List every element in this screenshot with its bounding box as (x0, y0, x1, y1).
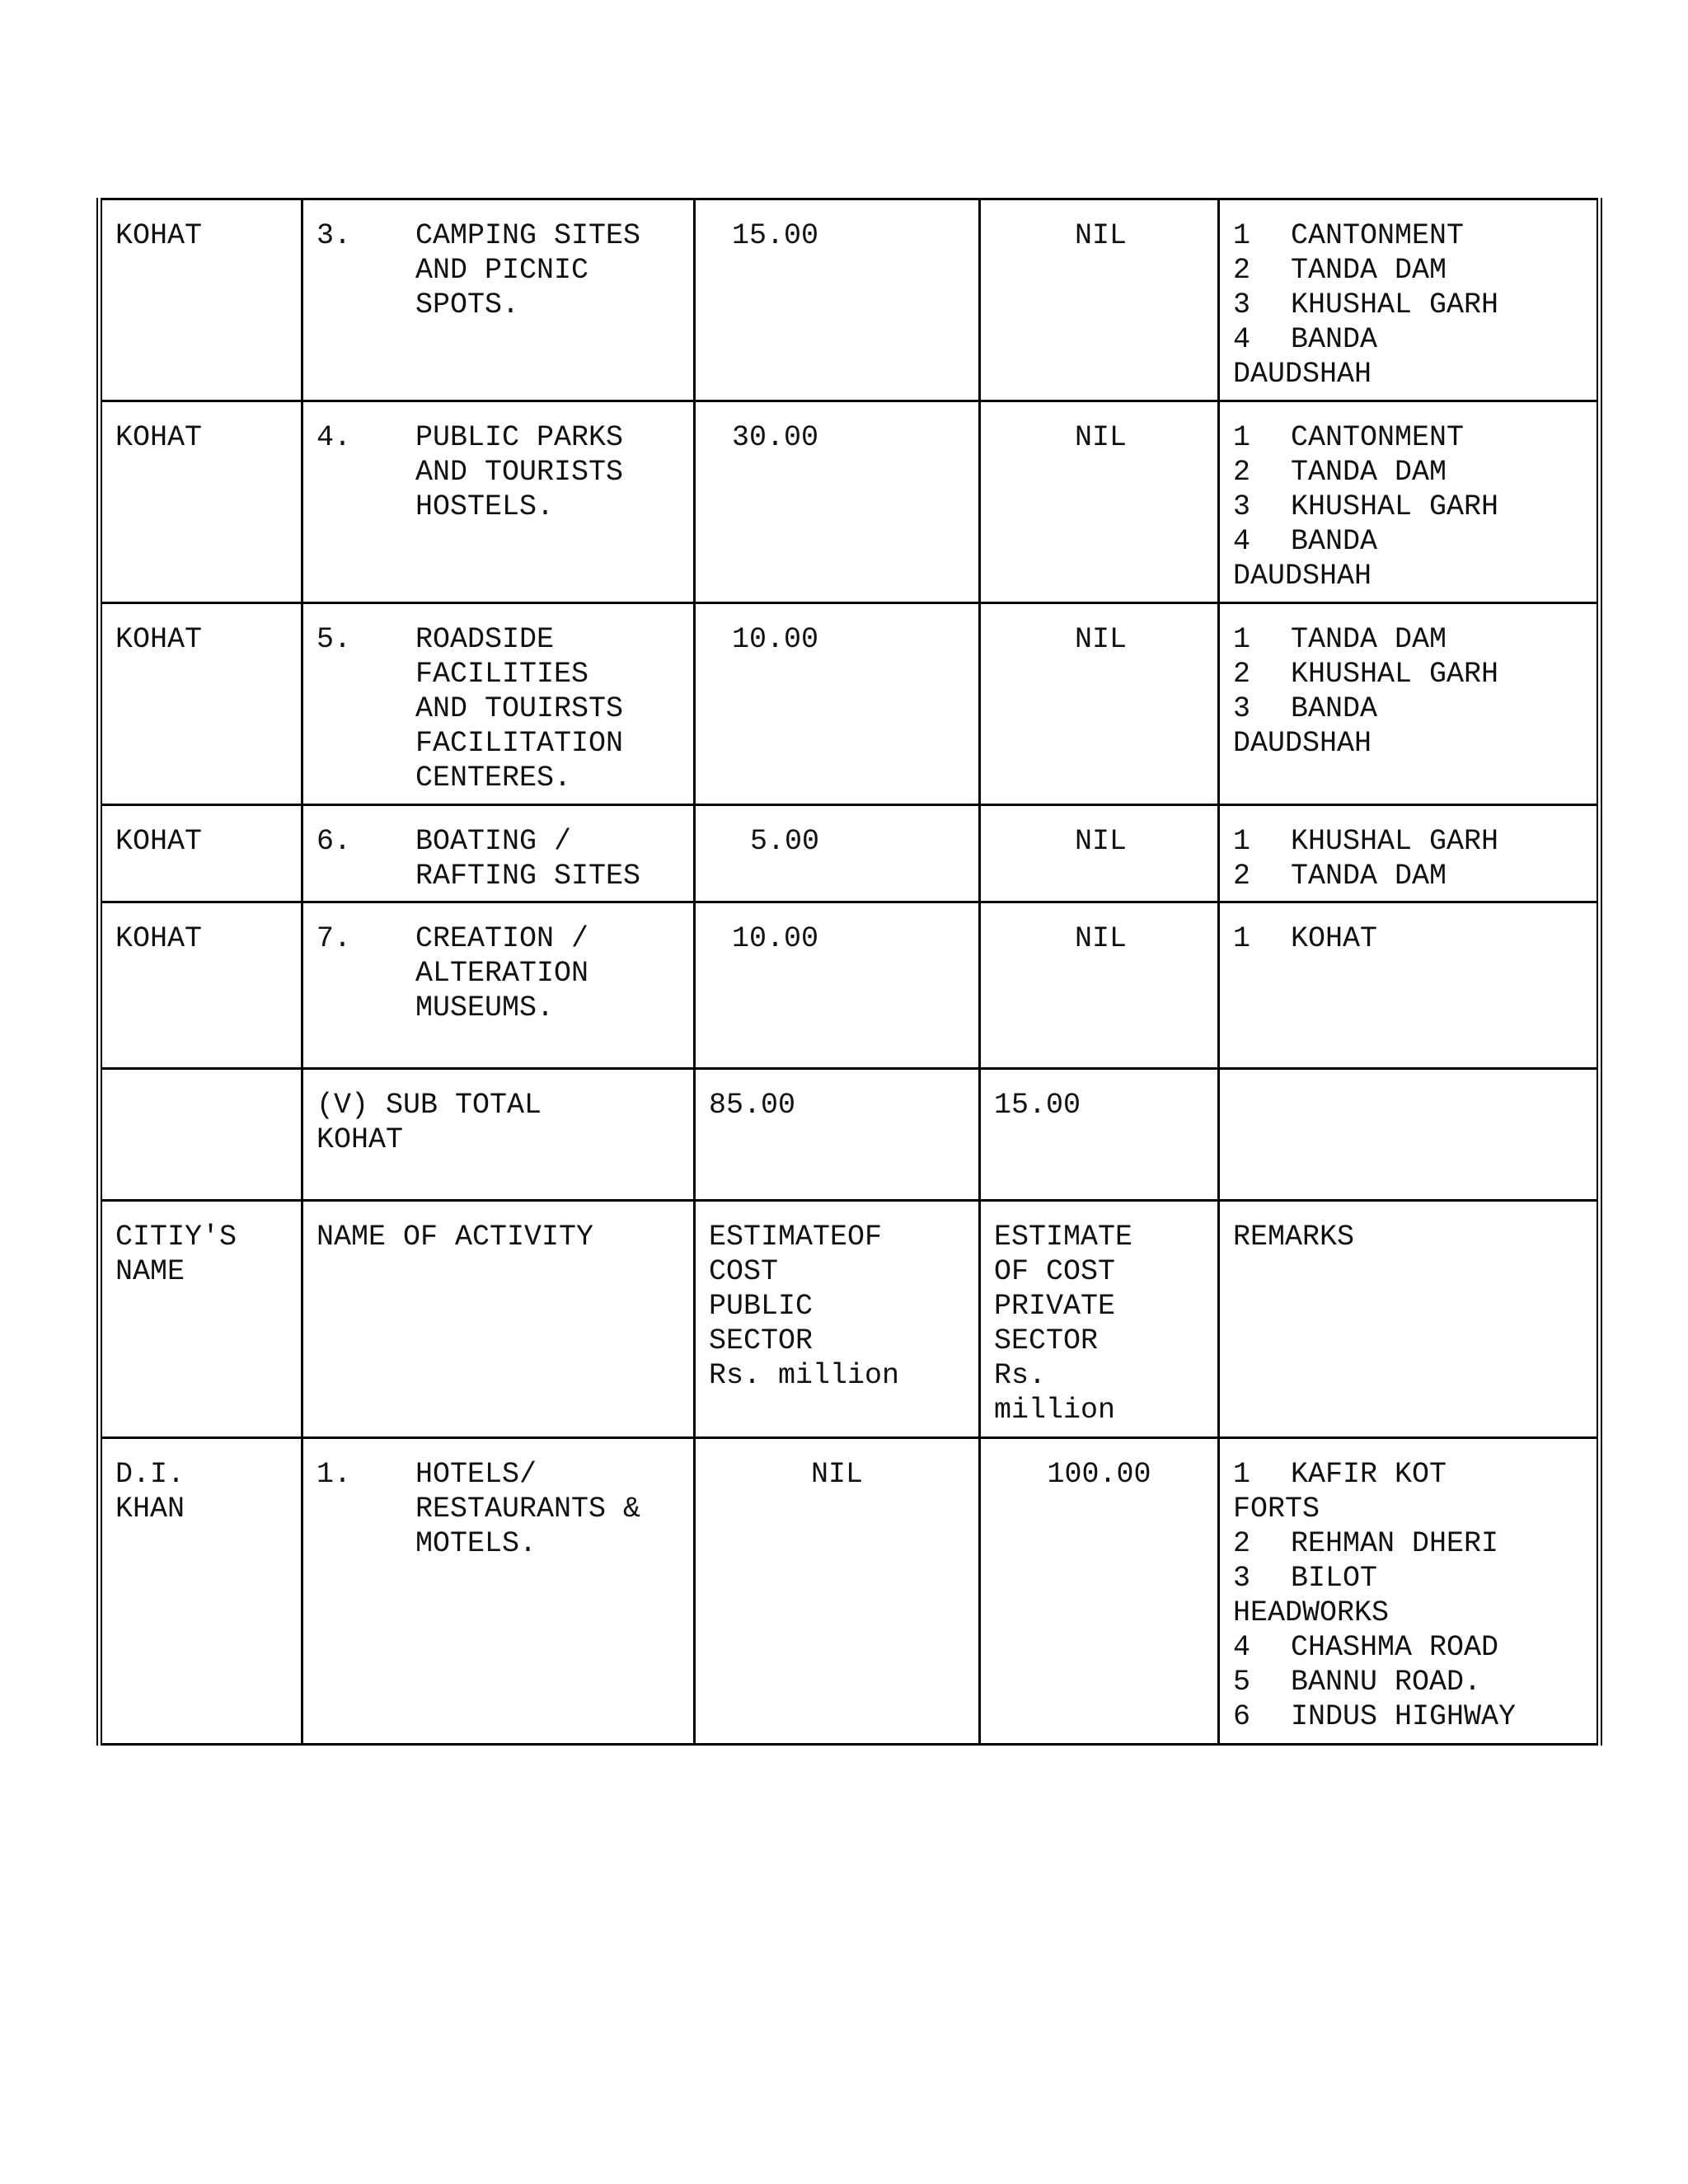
activity-cell: 4. PUBLIC PARKS AND TOURISTS HOSTELS. (302, 401, 695, 603)
public-cost-cell: NIL (695, 1438, 980, 1745)
table-row (100, 1438, 1600, 1745)
city-cell: KOHAT (100, 603, 302, 805)
activity-cell: 3. CAMPING SITES AND PICNIC SPOTS. (302, 199, 695, 401)
city-cell: KOHAT (100, 805, 302, 902)
public-cost-cell: 30.00 (695, 401, 980, 603)
public-cost-cell: 10.00 (695, 603, 980, 805)
table-row (100, 199, 1600, 401)
header-public-cost: ESTIMATEOF COST PUBLIC SECTOR Rs. million (695, 1201, 980, 1438)
remarks-cell: 1 KOHAT (1219, 902, 1600, 1069)
private-cost-cell: NIL (980, 805, 1219, 902)
public-cost-cell: 10.00 (695, 902, 980, 1069)
header-private-cost: ESTIMATE OF COST PRIVATE SECTOR Rs. million (980, 1201, 1219, 1438)
private-cost-cell: NIL (980, 902, 1219, 1069)
table-row (100, 401, 1600, 603)
public-cost-cell: 5.00 (695, 805, 980, 902)
header-row (100, 1201, 1600, 1438)
subtotal-private: 15.00 (980, 1069, 1219, 1201)
private-cost-cell: 100.00 (980, 1438, 1219, 1745)
activity-cell: 6. BOATING / RAFTING SITES (302, 805, 695, 902)
city-cell: KOHAT (100, 401, 302, 603)
public-cost-cell: 15.00 (695, 199, 980, 401)
subtotal-label: (V) SUB TOTAL KOHAT (302, 1069, 695, 1201)
activity-cell: 1. HOTELS/ RESTAURANTS & MOTELS. (302, 1438, 695, 1745)
remarks-cell: 1 TANDA DAM 2 KHUSHAL GARH 3 BANDA DAUDSHAH (1219, 603, 1600, 805)
tourism-cost-table (96, 198, 1602, 1746)
private-cost-cell: NIL (980, 603, 1219, 805)
city-cell (100, 1069, 302, 1201)
city-cell: KOHAT (100, 902, 302, 1069)
remarks-cell: 1 KHUSHAL GARH 2 TANDA DAM (1219, 805, 1600, 902)
subtotal-row (100, 1069, 1600, 1201)
remarks-cell (1219, 1069, 1600, 1201)
remarks-cell: 1 CANTONMENT 2 TANDA DAM 3 KHUSHAL GARH 4 BANDA DAUDSHAH (1219, 199, 1600, 401)
activity-cell: 7. CREATION / ALTERATION MUSEUMS. (302, 902, 695, 1069)
header-city: CITIY'S NAME (100, 1201, 302, 1438)
table-row (100, 603, 1600, 805)
subtotal-public: 85.00 (695, 1069, 980, 1201)
remarks-cell: 1 CANTONMENT 2 TANDA DAM 3 KHUSHAL GARH 4 BANDA DAUDSHAH (1219, 401, 1600, 603)
city-cell: KOHAT (100, 199, 302, 401)
activity-cell: 5. ROADSIDE FACILITIES AND TOUIRSTS FACILITATION CENTERES. (302, 603, 695, 805)
remarks-cell: 1 KAFIR KOT FORTS 2 REHMAN DHERI 3 BILOT HEADWORKS 4 CHASHMA ROAD 5 BANNU ROAD. 6 INDUS HIGHWAY (1219, 1438, 1600, 1745)
header-remarks: REMARKS (1219, 1201, 1600, 1438)
table-row (100, 805, 1600, 902)
header-activity: NAME OF ACTIVITY (302, 1201, 695, 1438)
table-row (100, 902, 1600, 1069)
city-cell: D.I. KHAN (100, 1438, 302, 1745)
private-cost-cell: NIL (980, 199, 1219, 401)
private-cost-cell: NIL (980, 401, 1219, 603)
